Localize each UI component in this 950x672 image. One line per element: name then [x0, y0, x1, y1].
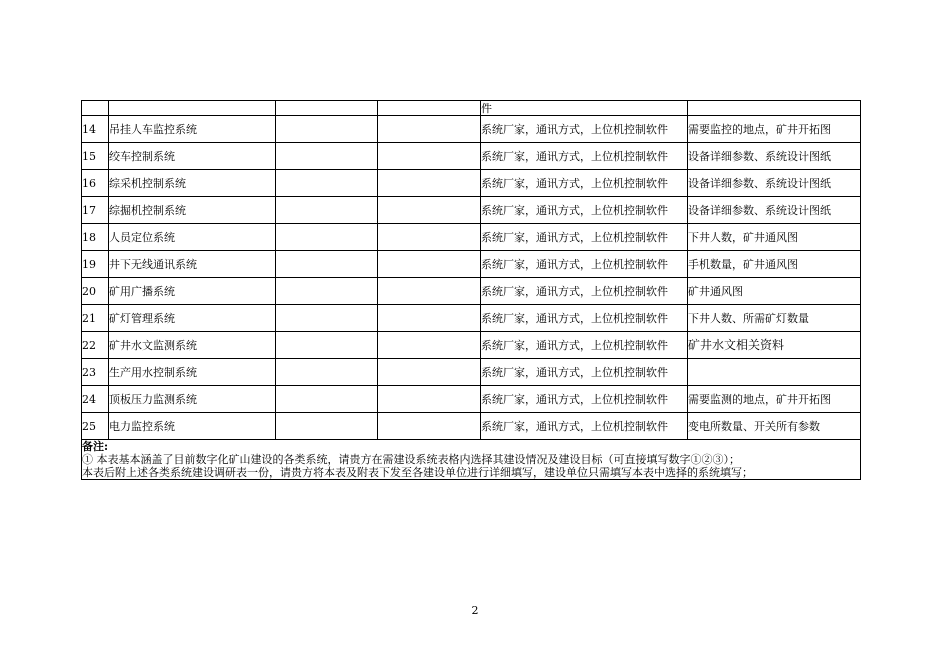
cell-name: 井下无线通讯系统	[109, 251, 276, 278]
notes-cell	[82, 440, 861, 480]
cell-data: 设备详细参数、系统设计图纸	[688, 170, 861, 197]
cell-data: 需要监测的地点，矿井开拓图	[688, 386, 861, 413]
table-row	[82, 116, 861, 143]
cell-name: 矿井水文监测系统	[109, 332, 276, 359]
cell-target	[378, 143, 481, 170]
cell-status	[276, 143, 378, 170]
requirements-text: 系统厂家，通讯方式，上位机控制软件	[481, 365, 668, 379]
cell-status	[276, 197, 378, 224]
requirements-text: 系统厂家，通讯方式，上位机控制软件	[481, 392, 668, 406]
cell-name: 矿用广播系统	[109, 278, 276, 305]
table-row	[82, 170, 861, 197]
requirements-text: 系统厂家，通讯方式，上位机控制软件	[481, 149, 668, 163]
cell-data: 下井人数，矿井通风图	[688, 224, 861, 251]
cell-status	[276, 386, 378, 413]
cell-no: 16	[82, 170, 109, 197]
cell-no: 24	[82, 386, 109, 413]
cell-requirements	[481, 224, 688, 251]
cell-requirements	[481, 359, 688, 386]
cell-name: 绞车控制系统	[109, 143, 276, 170]
cell-no: 17	[82, 197, 109, 224]
cell-no: 18	[82, 224, 109, 251]
cell-status	[276, 251, 378, 278]
cell-requirements: 件	[481, 101, 688, 116]
cell-target	[378, 224, 481, 251]
cell-status	[276, 305, 378, 332]
cell-status	[276, 332, 378, 359]
cell-target	[378, 278, 481, 305]
table-row	[82, 413, 861, 440]
cell-target	[378, 413, 481, 440]
table-row	[82, 251, 861, 278]
cell-requirements	[481, 143, 688, 170]
cell-name: 吊挂人车监控系统	[109, 116, 276, 143]
requirements-text: 系统厂家，通讯方式，上位机控制软件	[481, 176, 668, 190]
cell-name: 电力监控系统	[109, 413, 276, 440]
cell-data: 需要监控的地点，矿井开拓图	[688, 116, 861, 143]
cell-no: 20	[82, 278, 109, 305]
requirements-text: 系统厂家，通讯方式，上位机控制软件	[481, 230, 668, 244]
requirements-text: 系统厂家，通讯方式，上位机控制软件	[481, 311, 668, 325]
notes-line-1: ① 本表基本涵盖了目前数字化矿山建设的各类系统，请贵方在需建设系统表格内选择其建设情况及建设目标（可直接填写数字①②③）；	[82, 453, 740, 466]
cell-data: 矿井水文相关资料	[688, 332, 861, 359]
cell-no	[82, 101, 109, 116]
cell-requirements	[481, 197, 688, 224]
cell-requirements	[481, 386, 688, 413]
cell-target	[378, 170, 481, 197]
table-row	[82, 359, 861, 386]
cell-requirements	[481, 278, 688, 305]
cell-no: 15	[82, 143, 109, 170]
cell-no: 21	[82, 305, 109, 332]
cell-requirements	[481, 332, 688, 359]
cell-target	[378, 359, 481, 386]
cell-no: 19	[82, 251, 109, 278]
table-row	[82, 305, 861, 332]
cell-name: 人员定位系统	[109, 224, 276, 251]
cell-requirements	[481, 116, 688, 143]
cell-status	[276, 359, 378, 386]
cell-data: 设备详细参数、系统设计图纸	[688, 143, 861, 170]
cell-target	[378, 251, 481, 278]
table-row	[82, 332, 861, 359]
requirements-text: 系统厂家，通讯方式，上位机控制软件	[481, 338, 668, 352]
cell-status	[276, 170, 378, 197]
cell-no: 22	[82, 332, 109, 359]
table-row-continued	[82, 101, 861, 116]
system-survey-table	[81, 100, 861, 480]
page-number: 2	[471, 604, 479, 617]
cell-name: 顶板压力监测系统	[109, 386, 276, 413]
requirements-text: 系统厂家，通讯方式，上位机控制软件	[481, 257, 668, 271]
requirements-text: 系统厂家，通讯方式，上位机控制软件	[481, 284, 668, 298]
cell-data: 手机数量，矿井通风图	[688, 251, 861, 278]
cell-status	[276, 413, 378, 440]
cell-requirements	[481, 413, 688, 440]
cell-data: 设备详细参数、系统设计图纸	[688, 197, 861, 224]
table-body	[82, 101, 861, 440]
cell-no: 25	[82, 413, 109, 440]
cell-data	[688, 359, 861, 386]
cell-name: 综采机控制系统	[109, 170, 276, 197]
table-row	[82, 386, 861, 413]
notes-section	[82, 440, 861, 480]
table-row	[82, 143, 861, 170]
cell-name: 矿灯管理系统	[109, 305, 276, 332]
cell-target	[378, 332, 481, 359]
cell-data: 矿井通风图	[688, 278, 861, 305]
cell-target	[378, 101, 481, 116]
cell-target	[378, 116, 481, 143]
cell-status	[276, 101, 378, 116]
cell-data	[688, 101, 861, 116]
cell-requirements	[481, 251, 688, 278]
cell-target	[378, 386, 481, 413]
table-row	[82, 224, 861, 251]
notes-line-2: 本表后附上述各类系统建设调研表一份，请贵方将本表及附表下发至各建设单位进行详细填写，建设单位只需填写本表中选择的系统填写；	[82, 466, 753, 479]
cell-status	[276, 224, 378, 251]
requirements-text: 系统厂家，通讯方式，上位机控制软件	[481, 203, 668, 217]
cell-target	[378, 197, 481, 224]
table-row	[82, 278, 861, 305]
cell-data: 变电所数量、开关所有参数	[688, 413, 861, 440]
cell-name: 综掘机控制系统	[109, 197, 276, 224]
cell-requirements	[481, 170, 688, 197]
cell-no: 14	[82, 116, 109, 143]
cell-data: 下井人数、所需矿灯数量	[688, 305, 861, 332]
notes-row	[82, 440, 861, 480]
notes-title: 备注:	[82, 440, 109, 453]
requirements-text: 系统厂家，通讯方式，上位机控制软件	[481, 419, 668, 433]
cell-status	[276, 116, 378, 143]
requirements-text: 系统厂家，通讯方式，上位机控制软件	[481, 122, 668, 136]
cell-target	[378, 305, 481, 332]
cell-name: 生产用水控制系统	[109, 359, 276, 386]
cell-name	[109, 101, 276, 116]
cell-no: 23	[82, 359, 109, 386]
cell-requirements	[481, 305, 688, 332]
table-row	[82, 197, 861, 224]
cell-status	[276, 278, 378, 305]
